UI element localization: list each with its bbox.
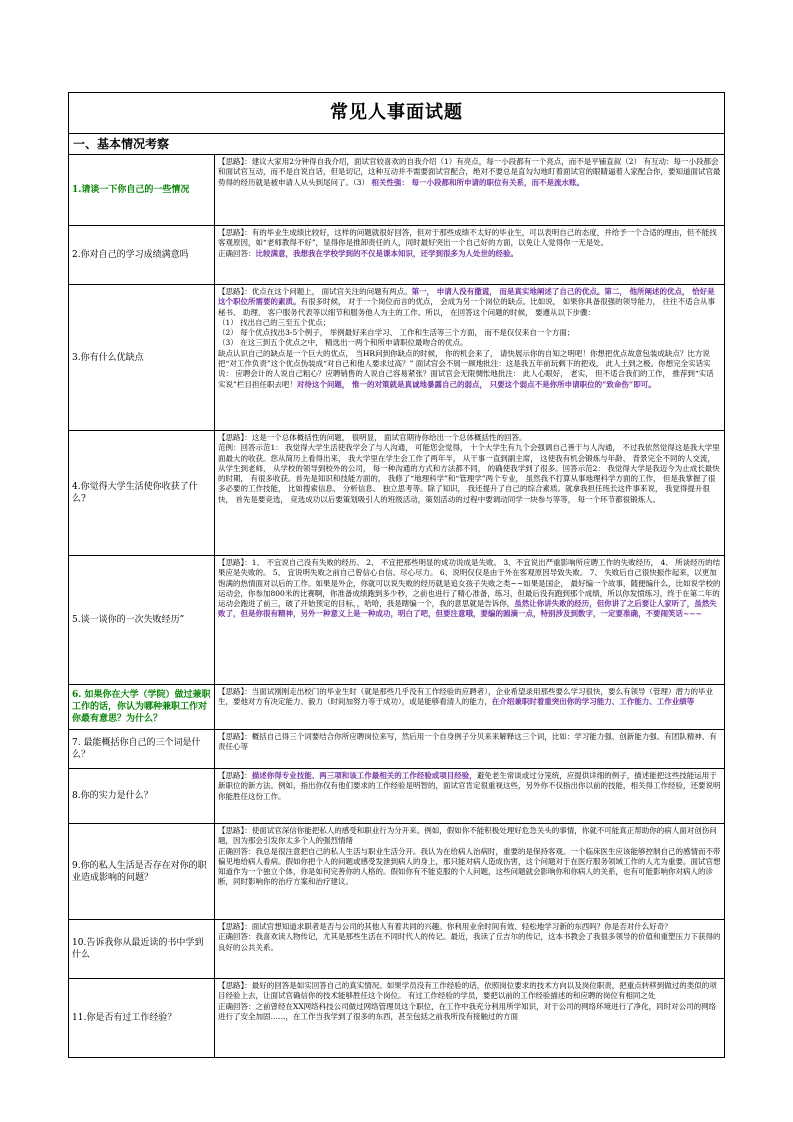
answer-text: 【思路】：面试官想知道求职者是否与公司的其他人有着共同的兴趣。你利用业余时间有效、轻松地学习新的东西吗？你是否对什么好奇？	[218, 922, 672, 931]
question-text: 7. 最能概括你自己的三个词是什么？	[69, 730, 215, 768]
highlighted-answer-text: 比较满意，我想我在学校学到的不仅是课本知识，还学到很多为人处世的经验。	[255, 248, 518, 258]
answer-text: 正确回答：我总是很注意把自己的私人生活与职业生活分开。我认为在给病人治病时，重要的是保持客观。一个临床医生应该能够控制自己的感情而不带偏见地给病人看病。假如你把个人的问题或感受发泄到病人的身上，那只能对病人造成伤害，这个问题对于在医疗服务领域工作的人尤为重要。面试官想知道作为一个独立个体，你是如何完善你的人格的。假如你有不能克服的个人问题，这些问题就会影响你和你病人的关系，也有可能影响你对病人的诊断，同时影响你的治疗方案和治疗建议。	[218, 846, 721, 887]
highlighted-answer-text: 在介绍兼职时着重突出你的学习能力、工作能力、工作业绩等	[491, 697, 695, 707]
document-title: 常见人事面试题	[69, 93, 724, 134]
question-row	[69, 920, 724, 979]
answer-cell	[215, 285, 724, 430]
answer-cell	[215, 769, 724, 823]
answer-text: 正确回答：之前曾经在XX网络科技公司做过网络管理员这个职位，在工作中我充分利用所学知识，对于公司的网络环境进行了净化，同时对公司的网络进行了安全加固……，在工作当我学到了很多的东西，甚至包括之前我所没有接触过的方面	[218, 1001, 717, 1021]
question-row	[69, 155, 724, 226]
question-row	[69, 556, 724, 685]
answer-text: 【思路】：这是一个总体概括性的问题， 很明显， 面试官期待你给出一个总体概括性的回答。	[218, 433, 527, 442]
answer-text: 【思路】：概括自己得三个词要结合你所应聘岗位来写，然后用一个自身例子分贝来来解释这三个词，比如：学习能力强、创新能力强、有团队精神、有责任心等	[218, 732, 717, 752]
answer-paragraph	[218, 349, 721, 390]
answer-paragraph	[218, 558, 721, 620]
question-row	[69, 824, 724, 920]
answer-cell	[215, 155, 724, 225]
answer-paragraph	[218, 981, 721, 1002]
highlighted-answer-text: 对待这个问题， 惟一的对策就是真诚地暴露自己的弱点， 只要这个弱点不是你所申请职位的“致命伤”即可。	[296, 379, 656, 389]
answer-text: 缺点认识自己的缺点是一个巨大的优点， 当HR问到你缺点的时候， 你的机会来了， 请快展示你的自知之明吧！你想把优点故意包装成缺点？比方说把“对工作负责”这个优点伪装成“对自己和他人要求过高？” 面试官会不屑一顾地批注：这是我五年前玩剩下的把戏， 此人土到之极。你想完全实话实说： 应聘会计的人说自己粗心？应聘销售的人说自己容易紧张？面试官会无限惆怅地批注： 此人心眼好， 老实， 但不适合我们的工作， 推荐到“实话实说”栏目担任职去吧！	[218, 348, 714, 389]
answer-cell	[215, 979, 724, 1057]
answer-paragraph	[218, 443, 721, 505]
question-text: 4.你觉得大学生活使你收获了什么?	[69, 431, 215, 555]
answer-paragraph	[218, 732, 721, 753]
answer-cell	[215, 556, 724, 684]
answer-paragraph	[218, 287, 721, 318]
answer-text: 【思路】：优点在这个问题上， 面试官关注的问题有两点。	[218, 287, 412, 296]
answer-paragraph	[218, 338, 721, 348]
answer-paragraph	[218, 249, 721, 259]
answer-text: 【思路】：	[218, 771, 252, 780]
question-row	[69, 285, 724, 431]
answer-cell	[215, 685, 724, 729]
question-text: 8.你的实力是什么？	[69, 769, 215, 823]
section-heading: 一、基本情况考察	[69, 134, 724, 155]
question-text: 5.谈一谈你的一次失败经历”	[69, 556, 215, 684]
question-row	[69, 979, 724, 1057]
question-text: 2.你对自己的学习成绩满意吗	[69, 226, 215, 284]
answer-paragraph	[218, 328, 721, 338]
answer-paragraph	[218, 847, 721, 888]
question-text: 9.你的私人生活是否存在对你的职业造成影响的问题？	[69, 824, 215, 919]
highlighted-answer-text: 第一， 申请人没有撒谎， 而是真实地阐述了自己的优点。第二， 他所阐述的优点， 恰好是这个职位所需要的素质。	[218, 287, 715, 307]
answer-paragraph	[218, 687, 721, 708]
answer-cell	[215, 824, 724, 919]
answer-cell	[215, 920, 724, 978]
answer-text: 【思路】：有的毕业生成绩比较好，这样的问题就很好回答，但对于那些成绩不太好的毕业生，可以表明自己的态度，并给予一个合适的理由，但不能找客观原因，如“老师教得不好”，显得你是推卸责任的人，同时最好突出一个自己好的方面，以免让人觉得你一无是处。	[218, 228, 717, 248]
answer-text: 正确回答：我喜欢读人物传记，尤其是那些生活在不同时代人的传记。最近，我读了丘吉尔的传记，这本书教会了我很多领导的价值和重塑压力下获得的良好的公共关系。	[218, 932, 721, 952]
question-row	[69, 685, 724, 730]
question-list	[69, 155, 724, 1057]
question-text: 1.请谈一下你自己的一些情况	[69, 155, 215, 225]
answer-paragraph	[218, 318, 721, 328]
answer-text: 【思路】：建议大家用2分钟得自我介绍，面试官较喜欢的自我介绍（1）有亮点，每一小段都有一个亮点，而不是平铺直叙（2） 有互动：每一小段都会和面试官互动，而不是自说自话，但是切记，这种互动并不需要面试官配合，绝对不要总是直勾勾地盯着面试官的眼睛逼着人家配合你，要知道面试官最势得的经历就是被申请人从头到尾问了。（3）	[218, 157, 721, 187]
answer-paragraph	[218, 922, 721, 932]
question-sheet	[68, 92, 725, 1058]
question-text: 6. 如果你在大学（学院）做过兼职工作的话，你认为哪种兼职工作对你最有意思？为什么？	[69, 685, 215, 729]
answer-paragraph	[218, 157, 721, 188]
answer-paragraph	[218, 826, 721, 847]
answer-text: 正确回答：	[218, 248, 256, 258]
question-text: 11.你是否有过工作经验？	[69, 979, 215, 1057]
question-row	[69, 226, 724, 285]
answer-text: 避免老生常谈或过分笼统，应提供详细的例子，描述能把这些技能运用于新职位的新方法。例如，指出你仅有他们要求的工作经验是明智的，面试官肯定很重视这些，另外你不仅指出你以前的技能，相关得工作经验，还要说明你能胜任这份工作。	[218, 771, 721, 801]
question-text: 10.告诉我你从最近读的书中学到什么	[69, 920, 215, 978]
answer-text: 范例：回答示范1： 我觉得大学生活使我学会了与人沟通， 可能您会觉得， 十个大学生有九个会强调自己善于与人沟通， 不过我依然觉得这是我大学里面最大的收获。您从简历上看得出来， 我大学里在学生会工作了两年半， 从干事一直到副主席， 这使我有机会锻炼与年龄、 背景完全不同的人交流， 从学生到老师， 从学校的领导到校外的公司， 每一种沟通的方式和方法都不同， 的确使我学到了很多。回答示范2： 我觉得大学是我迈今为止成长最快的时期， 有很多收获。首先是知识和技能方面的， 我修了“地理科学”和“管理学”两个专业， 虽然我不打算从事地理科学方面的工作， 但是我掌握了很多必要的工作技能， 比如搜索信息、 分析信息、 独立思考等。除了知识， 我还提升了自己的综合素质。就拿我担任班长这件事来说， 我觉得提升很快， 首先是要竞选， 竞选成功以后要策划吸引人的班级活动，策划活动的过程中要调动同学一块参与等等， 每一个环节都很锻炼人。	[218, 443, 720, 504]
answer-text: 有很多时候， 对于一个岗位而言的优点， 会成为另一个岗位的缺点。比如说， 如果你具备很强的领导能力， 往往不适合从事秘书、 助理、 客户服务代表等以细节和服务他人为主的工作。所以， 在回答这个问题的时候， 要遵从以下步骤：	[218, 297, 716, 317]
answer-paragraph	[218, 771, 721, 802]
answer-text: （2） 每个优点找出3-5个例子， 举例最好来自学习、 工作和生活等三个方面， 而不是仅仅来自一个方面；	[218, 328, 575, 338]
answer-cell	[215, 226, 724, 284]
answer-text: 【思路】：最好的回答是如实回答自己的真实情况。如果学员没有工作经验的话，依照岗位要求的技术方向以及岗位职责，把重点转移到做过的类似的项目经验上去，让面试官确信你的技术能够胜任这个岗位。 有过工作经验的学员，要把以前的工作经验描述的和应聘的岗位有相同之处	[218, 981, 717, 1001]
answer-paragraph	[218, 228, 721, 249]
answer-text: 【思路】：1、 不宜说自己没有失败的经历。 2、 不宜把那些明显的成功说成是失败。 3、不宜说出严重影响所应聘工作的失败经历， 4、 所谈经历的结果应是失败的。 5、 宜说明失败之前自己曾信心自信、尽心尽力。 6、说明仅仅是由于外在客观原因导致失败。 7、 失败后自己很快振作起来，以更加饱满的热情面对以后的工作。如果是外企，你就可以说失败的经历就是追女孩子失败之类~~如果是国企， 最好编一个故事，随便编什么，比如说学校的运动会，你参加800米的比赛啊，你准备成绩跑到多少秒，之前也进行了精心准备，练习，但最后没有跑到那个成绩，所以你发愤练习，终于在第二年的运动会跑进了前三，破了开始预定的目标，，哈哈，我是瞎编一个，我的意思就是告诉你，	[218, 558, 721, 609]
highlighted-answer-text: 描述你得专业技能、两三项和该工作最相关的工作经验或项目经验，	[251, 771, 477, 780]
answer-paragraph	[218, 1002, 721, 1023]
highlighted-answer-text: 相关性强： 每一小段都和所申请的职位有关系，而不是流水账。	[371, 177, 585, 187]
answer-cell	[215, 730, 724, 768]
answer-text: （1） 找出自己的三至五个优点；	[218, 317, 331, 327]
highlighted-answer-text: 虽然让你讲失败的经历，但你讲了之后要让人家听了，虽然失败了，但是你很有精神，另外一种意义上是一种成功，明白了吧，但要注意哦，要编的圆滴一点，特别涉及到数字，一定要准确，不要闹笑话~~~	[218, 599, 717, 619]
question-row	[69, 769, 724, 824]
answer-paragraph	[218, 433, 721, 443]
answer-text: 【思路】：使面试官深信你能把私人的感受和职业行为分开来。例如，假如你不能积极处理好危急关头的事情，你就不可能真正帮助你的病人面对创伤问题，因为那会引发你太多个人的强烈情绪	[218, 826, 717, 846]
answer-text: 【思路】：当面试刚刚走出校门的毕业生时（就是那些几乎没有工作经验的应聘者），企业希望录用那些要么学习很快，要么有领导（管理）潜力的毕业生，要他对方有决定能力、毅力（时间加努力等于成功），或是能够看清人的能力，	[218, 687, 713, 707]
question-row	[69, 431, 724, 556]
answer-text: （3） 在这三到五个优点之中， 精选出一两个和所申请职位最吻合的优点。	[218, 338, 468, 348]
question-text: 3.你有什么优缺点	[69, 285, 215, 430]
answer-cell	[215, 431, 724, 555]
question-row	[69, 730, 724, 769]
answer-paragraph	[218, 932, 721, 953]
